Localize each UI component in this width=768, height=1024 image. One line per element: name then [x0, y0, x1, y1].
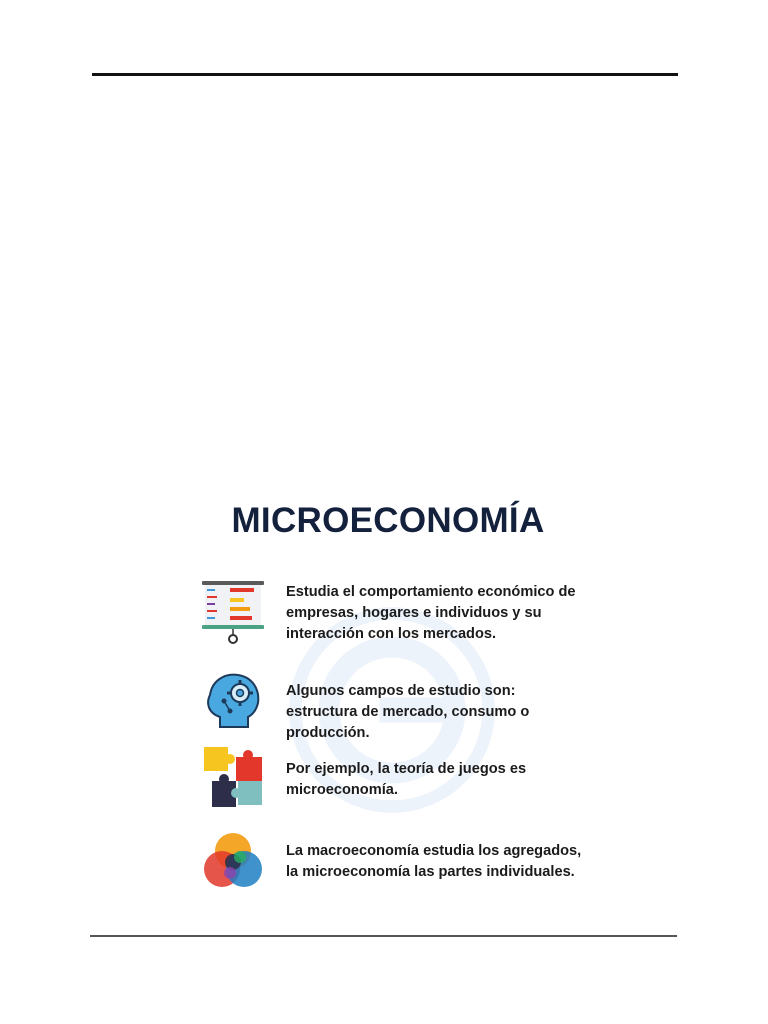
head-gear-icon — [200, 667, 266, 733]
presentation-board-icon — [200, 579, 266, 645]
infographic-title: MICROECONOMÍA — [231, 501, 545, 540]
info-item-3-text: Por ejemplo, la teoría de juegos es microeconomía. — [286, 761, 527, 798]
venn-circles-icon — [200, 829, 266, 895]
bottom-rule — [90, 935, 677, 937]
info-item-2 — [192, 667, 584, 741]
info-item-1-text: Estudia el comportamiento económico de empresas, hogares e individuos y su interacción con los mercados. — [286, 584, 576, 642]
info-item-1 — [192, 579, 584, 649]
info-item-4 — [192, 829, 584, 899]
top-rule — [92, 73, 678, 76]
info-item-3 — [192, 745, 584, 815]
info-item-4-text: La macroeconomía estudia los agregados, la microeconomía las partes individuales. — [286, 843, 582, 880]
info-item-2-text: Algunos campos de estudio son: estructura de mercado, consumo o producción. — [286, 683, 530, 741]
puzzle-icon — [200, 745, 266, 811]
microeconomia-infographic — [192, 495, 584, 895]
